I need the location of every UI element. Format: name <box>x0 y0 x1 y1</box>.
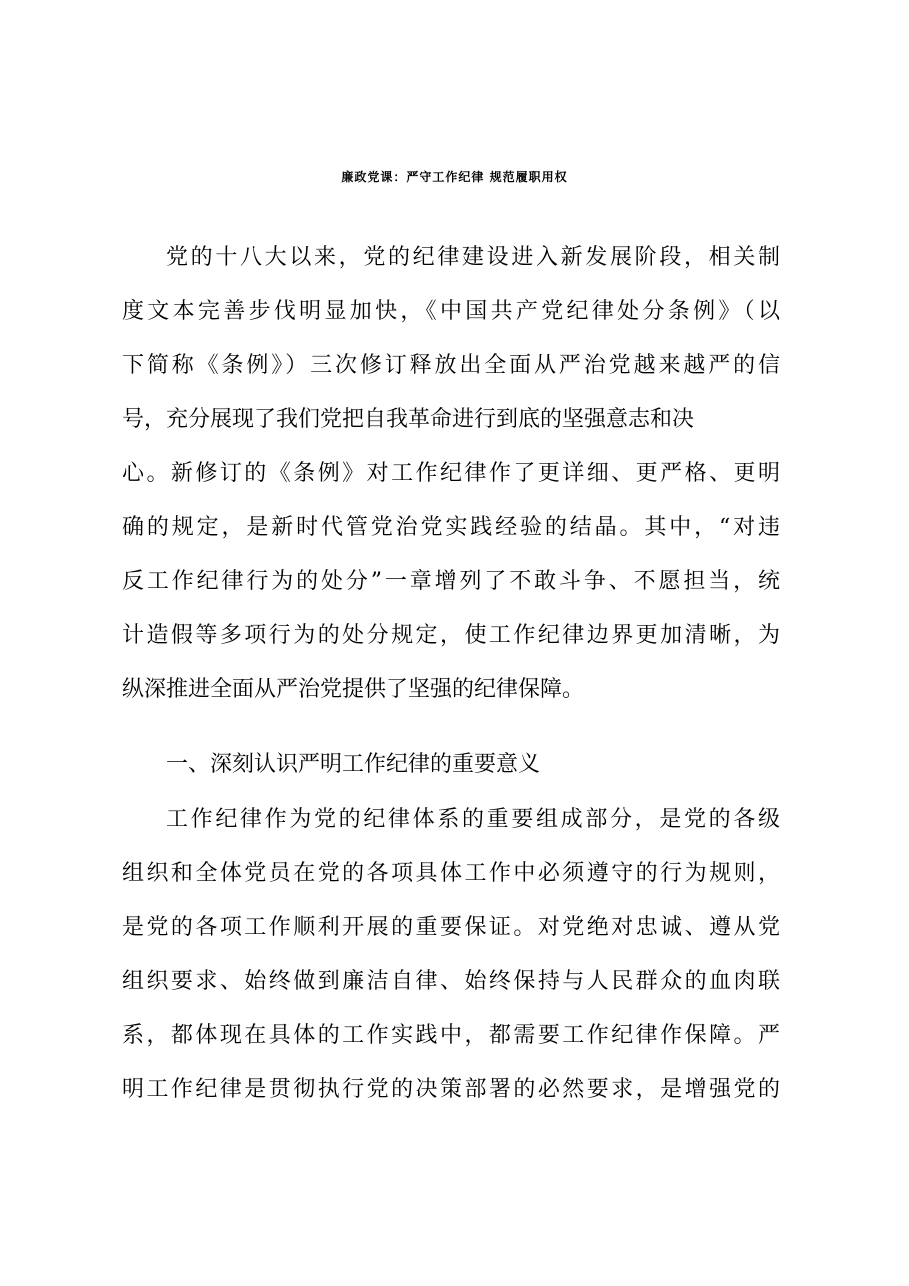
paragraph-line: 党的十八大以来，党的纪律建设进入新发展阶段，相关制 <box>166 245 780 270</box>
paragraph-line: 纵深推进全面从严治党提供了坚强的纪律保障。 <box>122 677 585 702</box>
paragraph-line: 工作纪律作为党的纪律体系的重要组成部分，是党的各级 <box>166 807 780 832</box>
paragraph-line: 下简称《条例》）三次修订释放出全面从严治党越来越严的信 <box>122 353 780 378</box>
paragraph-line: 系，都体现在具体的工作实践中，都需要工作纪律作保障。严 <box>122 1023 780 1048</box>
paragraph-line: 计造假等多项行为的处分规定，使工作纪律边界更加清晰，为 <box>122 623 780 648</box>
paragraph-line: 明工作纪律是贯彻执行党的决策部署的必然要求，是增强党的 <box>122 1077 780 1102</box>
section-heading: 一、深刻认识严明工作纪律的重要意义 <box>166 752 541 777</box>
paragraph-line: 确的规定，是新时代管党治党实践经验的结晶。其中，“对违 <box>122 515 780 540</box>
paragraph-line: 是党的各项工作顺利开展的重要保证。对党绝对忠诚、遵从党 <box>122 915 780 940</box>
paragraph-line: 反工作纪律行为的处分”一章增列了不敢斗争、不愿担当，统 <box>122 569 780 594</box>
paragraph-line: 号，充分展现了我们党把自我革命进行到底的坚强意志和决 <box>122 407 695 432</box>
paragraph-line: 度文本完善步伐明显加快，《中国共产党纪律处分条例》（以 <box>122 299 780 324</box>
paragraph-line: 心。新修订的《条例》对工作纪律作了更详细、更严格、更明 <box>122 461 780 486</box>
document-title: 廉政党课：严守工作纪律 规范履职用权 <box>341 170 568 184</box>
paragraph-line: 组织要求、始终做到廉洁自律、始终保持与人民群众的血肉联 <box>122 969 780 994</box>
paragraph-line: 组织和全体党员在党的各项具体工作中必须遵守的行为规则， <box>122 861 780 886</box>
